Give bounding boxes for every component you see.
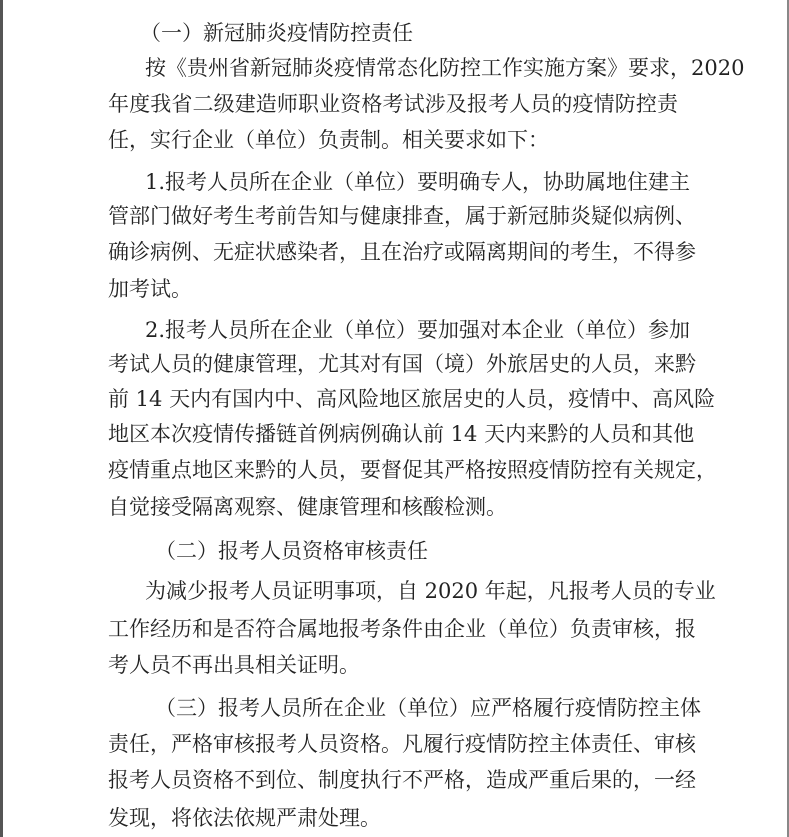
paragraph-line: 2.报考人员所在企业（单位）要加强对本企业（单位）参加 — [145, 318, 691, 342]
paragraph-line: 地区本次疫情传播链首例病例确认前 14 天内来黔的人员和其他 — [108, 422, 695, 446]
paragraph-line: 前 14 天内有国内中、高风险地区旅居史的人员，疫情中、高风险 — [108, 387, 716, 411]
paragraph-line: 确诊病例、无症状感染者，且在治疗或隔离期间的考生，不得参 — [108, 240, 696, 264]
section-heading-3: （三）报考人员所在企业（单位）应严格履行疫情防控主体 — [155, 696, 701, 720]
paragraph-line: 管部门做好考生考前告知与健康排查，属于新冠肺炎疑似病例、 — [108, 204, 696, 228]
paragraph-line: 任，实行企业（单位）负责制。相关要求如下： — [108, 128, 549, 152]
paragraph-line: 为减少报考人员证明事项，自 2020 年起，凡报考人员的专业 — [145, 579, 716, 603]
section-heading-1: （一）新冠肺炎疫情防控责任 — [140, 21, 413, 45]
paragraph-line: 加考试。 — [108, 277, 192, 301]
paragraph-line: 疫情重点地区来黔的人员，要督促其严格按照疫情防控有关规定， — [108, 458, 717, 482]
paragraph-line: 1.报考人员所在企业（单位）要明确专人，协助属地住建主 — [145, 170, 691, 194]
paragraph-line: 按《贵州省新冠肺炎疫情常态化防控工作实施方案》要求，2020 — [145, 56, 745, 80]
paragraph-line: 年度我省二级建造师职业资格考试涉及报考人员的疫情防控责 — [108, 92, 678, 116]
paragraph-line: 工作经历和是否符合属地报考条件由企业（单位）负责审核，报 — [108, 617, 696, 641]
paragraph-line: 考试人员的健康管理，尤其对有国（境）外旅居史的人员，来黔 — [108, 352, 696, 376]
paragraph-line: 责任，严格审核报考人员资格。凡履行疫情防控主体责任、审核 — [108, 732, 696, 756]
paragraph-line: 发现，将依法依规严肃处理。 — [108, 806, 381, 830]
scan-border-left — [0, 0, 3, 837]
section-heading-2: （二）报考人员资格审核责任 — [155, 539, 428, 563]
paragraph-line: 考人员不再出具相关证明。 — [108, 653, 360, 677]
paragraph-line: 报考人员资格不到位、制度执行不严格，造成严重后果的，一经 — [108, 768, 696, 792]
paragraph-line: 自觉接受隔离观察、健康管理和核酸检测。 — [108, 495, 507, 519]
